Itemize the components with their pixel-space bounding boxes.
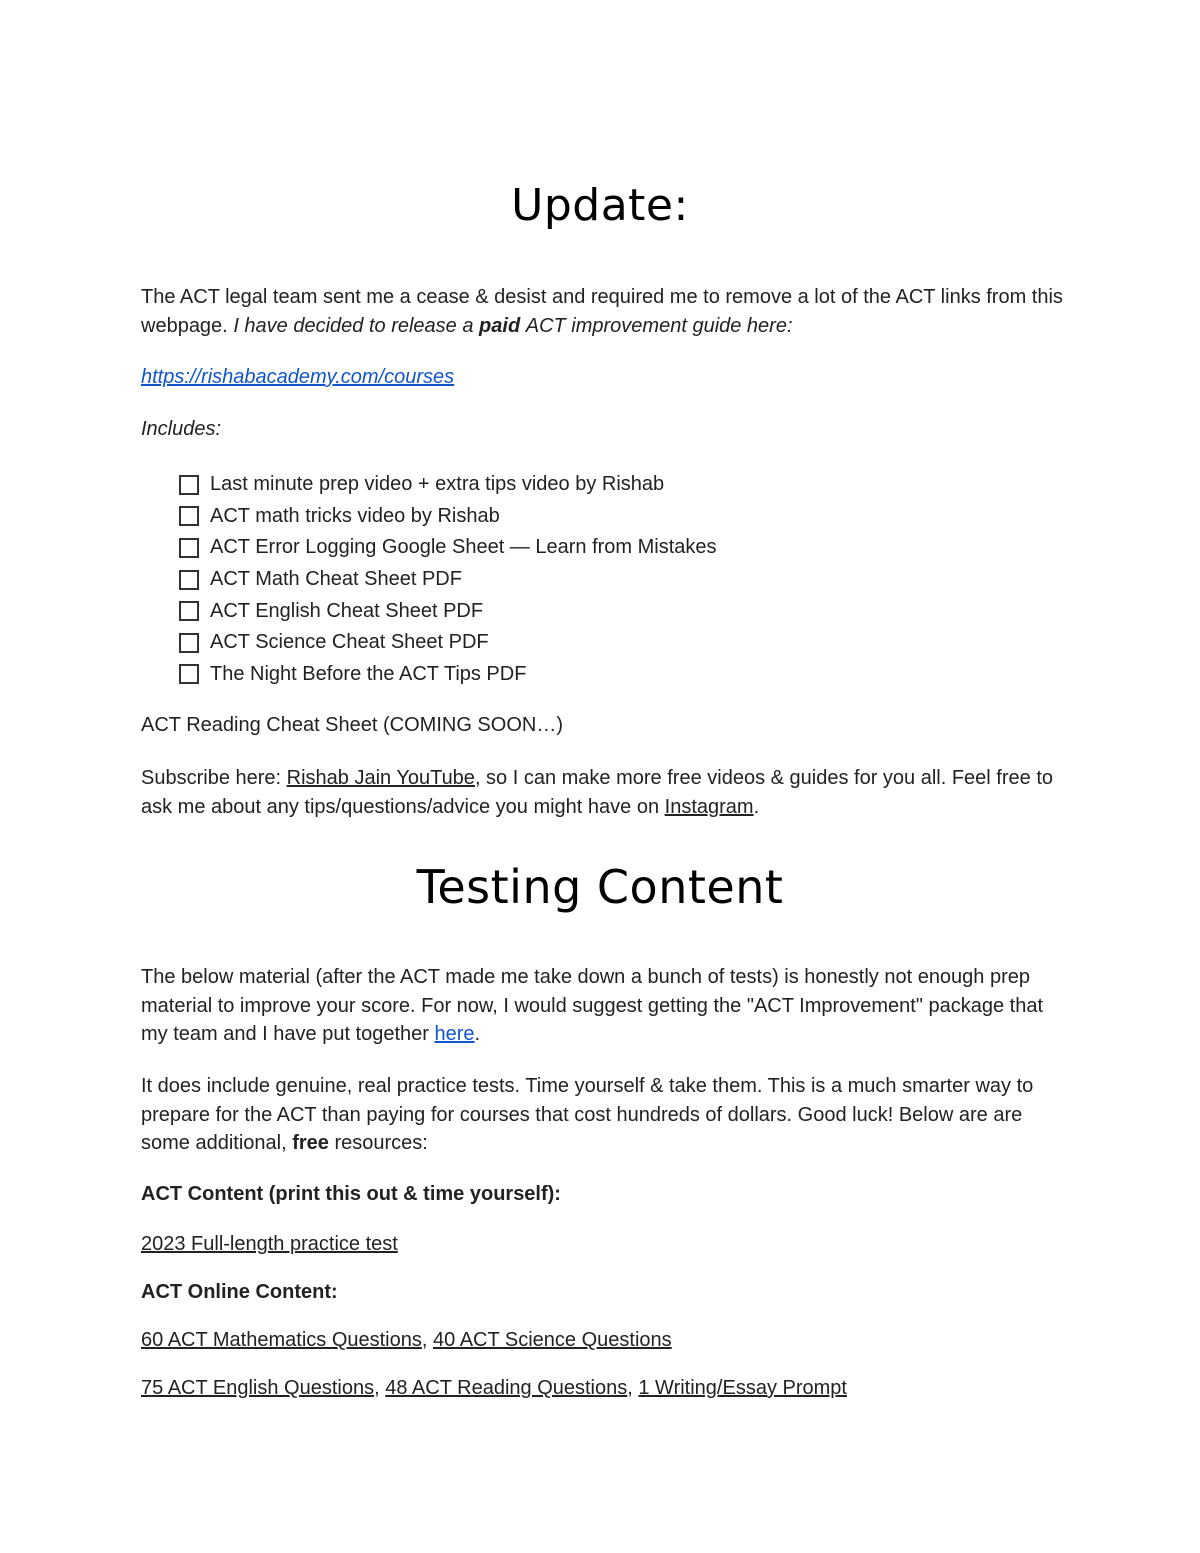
separator: , <box>374 1377 380 1399</box>
instagram-link[interactable]: Instagram <box>664 795 754 818</box>
update-heading: Update: <box>511 180 689 231</box>
subscribe-text: Subscribe here: <box>141 767 282 789</box>
checkbox-icon[interactable] <box>179 570 199 590</box>
separator: , <box>421 1329 428 1351</box>
checklist-item <box>179 501 717 533</box>
writing-prompt-link[interactable]: 1 Writing/Essay Prompt <box>638 1377 847 1399</box>
checklist-item <box>179 627 717 659</box>
includes-label: Includes: <box>141 418 222 440</box>
checklist-item-label: ACT Error Logging Google Sheet — Learn from Mistakes <box>210 536 717 559</box>
paragraph-text: . <box>474 1023 481 1045</box>
checklist-item <box>179 659 717 691</box>
intro-italic-text-2: ACT improvement guide here: <box>525 314 793 337</box>
online-content-heading: ACT Online Content: <box>141 1281 338 1303</box>
includes-checklist <box>179 469 717 690</box>
checklist-item-label: The Night Before the ACT Tips PDF <box>210 662 527 685</box>
paragraph-text: It does include genuine, real practice tests. Time yourself & take them. This is a much smarter way to prepare for the ACT than paying for courses that cost hundreds of dollars. Good luck! Below are are some additional, <box>141 1075 1034 1154</box>
checklist-item-label: Last minute prep video + extra tips video by Rishab <box>210 473 665 496</box>
checkbox-icon[interactable] <box>179 475 199 495</box>
reading-questions-link[interactable]: 48 ACT Reading Questions <box>385 1377 628 1399</box>
youtube-link[interactable]: Rishab Jain YouTube <box>286 767 475 789</box>
checkbox-icon[interactable] <box>179 601 199 621</box>
checkbox-icon[interactable] <box>179 506 199 526</box>
checklist-item <box>179 469 717 501</box>
free-bold-text: free <box>292 1132 329 1154</box>
intro-italic-text-1: I have decided to release a <box>233 314 474 337</box>
here-link[interactable]: here <box>434 1023 475 1045</box>
courses-link-paragraph <box>141 363 1066 392</box>
checklist-item <box>179 564 717 596</box>
subscribe-text: . <box>753 795 760 818</box>
testing-content-heading: Testing Content <box>416 860 784 914</box>
checklist-item-label: ACT Science Cheat Sheet PDF <box>210 631 489 654</box>
paragraph-text: The below material (after the ACT made me take down a bunch of tests) is honestly not enough prep material to improve your score. For now, I would suggest getting the "ACT Improvement" package that my team and I have put together <box>141 966 1044 1045</box>
checkbox-icon[interactable] <box>179 538 199 558</box>
subscribe-text: , so I can make more free videos & guides for you all. Feel free to ask me about any tips/questions/advice you might have on <box>141 767 1053 818</box>
paragraph-text: resources: <box>334 1132 428 1154</box>
testing-paragraph-2 <box>141 1072 1066 1158</box>
checklist-item-label: ACT Math Cheat Sheet PDF <box>210 568 462 591</box>
english-reading-writing-links <box>141 1374 1066 1403</box>
intro-bold-text: paid <box>479 314 521 337</box>
checklist-item <box>179 532 717 564</box>
math-questions-link[interactable]: 60 ACT Mathematics Questions <box>141 1329 422 1351</box>
intro-text: The ACT legal team sent me a cease & desist and required me to remove a lot of the ACT links from this webpage. <box>141 286 1063 337</box>
science-questions-link[interactable]: 40 ACT Science Questions <box>433 1329 672 1351</box>
testing-paragraph-1 <box>141 963 1066 1049</box>
courses-link[interactable]: https://rishabacademy.com/courses <box>141 366 455 388</box>
checklist-item-label: ACT math tricks video by Rishab <box>210 504 500 527</box>
math-science-links <box>141 1326 1066 1355</box>
coming-soon-text: ACT Reading Cheat Sheet (COMING SOON…) <box>141 714 563 736</box>
practice-test-link[interactable]: 2023 Full-length practice test <box>141 1233 398 1255</box>
english-questions-link[interactable]: 75 ACT English Questions <box>141 1377 375 1399</box>
update-intro-paragraph <box>141 283 1066 340</box>
checkbox-icon[interactable] <box>179 633 199 653</box>
practice-test-paragraph <box>141 1230 1066 1259</box>
print-content-heading: ACT Content (print this out & time yourself): <box>141 1183 561 1205</box>
checklist-item <box>179 595 717 627</box>
checkbox-icon[interactable] <box>179 664 199 684</box>
subscribe-paragraph <box>141 764 1066 821</box>
checklist-item-label: ACT English Cheat Sheet PDF <box>210 599 484 622</box>
separator: , <box>627 1377 633 1399</box>
